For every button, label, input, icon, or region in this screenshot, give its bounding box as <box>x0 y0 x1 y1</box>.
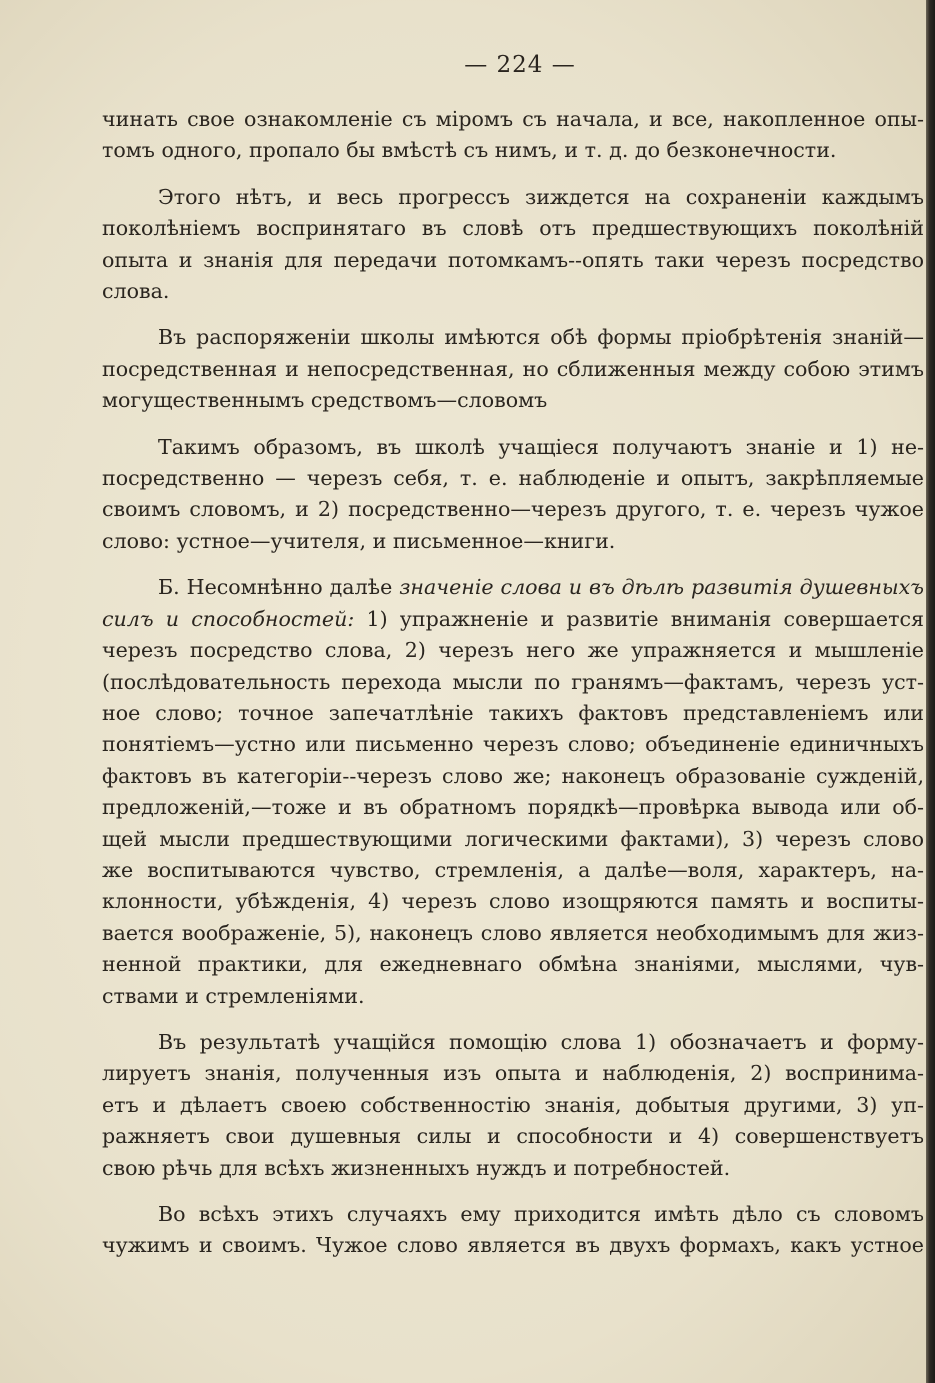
text-line: етъ и дѣлаетъ своею собственностію знанія, добытыя другими, 3) уп- <box>102 1092 924 1117</box>
text-line: предложеній,—тоже и въ обратномъ порядкѣ—провѣрка вывода или об- <box>102 795 924 820</box>
text-line: ствами и стремленіями. <box>102 983 365 1008</box>
text-line: же воспитываются чувство, стремленія, а далѣе—воля, характеръ, на- <box>102 857 924 882</box>
text-line: чинать свое ознакомленіе съ міромъ съ начала, и все, накопленное опы- <box>102 107 924 131</box>
italic-emphasis: силъ и способностей: <box>102 606 355 631</box>
text-span: 1) упражненіе и развитіе вниманія совершается <box>354 606 924 631</box>
body-text <box>102 104 924 1277</box>
text-line: поколѣніемъ воспринятаго въ словѣ отъ предшествующихъ поколѣній <box>102 216 924 241</box>
text-line: Въ распоряженіи школы имѣются обѣ формы пріобрѣтенія знаній— <box>158 325 924 350</box>
paragraph-1 <box>102 104 924 167</box>
text-line: ное слово; точное запечатлѣніе такихъ фактовъ представленіемъ или <box>102 700 924 725</box>
paragraph-6 <box>102 1027 924 1184</box>
paragraph-3 <box>102 322 924 416</box>
text-line: чужимъ и своимъ. Чужое слово является въ двухъ формахъ, какъ устное <box>102 1233 924 1258</box>
text-line <box>102 572 924 603</box>
text-line: посредственная и непосредственная, но сближенныя между собою этимъ <box>102 356 924 381</box>
text-line: ненной практики, для ежедневнаго обмѣна знаніями, мыслями, чув- <box>102 952 924 977</box>
text-line: Въ результатѣ учащійся помощію слова 1) обозначаетъ и форму- <box>158 1029 924 1054</box>
paragraph-5 <box>102 572 924 1012</box>
text-line: своимъ словомъ, и 2) посредственно—черезъ другого, т. е. черезъ чужое <box>102 497 924 522</box>
text-line: ражняетъ свои душевныя силы и способности и 4) совершенствуетъ <box>102 1124 924 1149</box>
text-line: томъ одного, пропало бы вмѣстѣ съ нимъ, и т. д. до безконечности. <box>102 138 837 163</box>
paragraph-4 <box>102 432 924 558</box>
text-line: могущественнымъ средствомъ—словомъ <box>102 388 548 413</box>
text-line: Такимъ образомъ, въ школѣ учащіеся получаютъ знаніе и 1) не- <box>158 434 924 459</box>
text-span: Б. Несомнѣнно далѣе <box>158 575 400 600</box>
text-line: черезъ посредство слова, 2) черезъ него же упражняется и мышленіе <box>102 638 924 663</box>
text-line: щей мысли предшествующими логическими фактами), 3) черезъ слово <box>102 826 924 851</box>
paragraph-7 <box>102 1199 924 1262</box>
italic-emphasis: значеніе слова и въ дѣлѣ развитія душевныхъ <box>399 575 924 600</box>
text-line: Этого нѣтъ, и весь прогрессъ зиждется на сохраненіи каждымъ <box>158 184 924 209</box>
page-edge-shadow <box>926 0 935 1383</box>
text-line: посредственно — черезъ себя, т. е. наблюденіе и опытъ, закрѣпляемые <box>102 466 924 491</box>
text-line: слова. <box>102 279 170 304</box>
text-line: лируетъ знанія, полученныя изъ опыта и наблюденія, 2) воспринима- <box>102 1061 924 1086</box>
text-line: фактовъ въ категоріи--черезъ слово же; наконецъ образованіе сужденій, <box>102 763 924 788</box>
text-line: клонности, убѣжденія, 4) черезъ слово изощряются память и воспиты- <box>102 889 924 914</box>
text-line <box>102 604 924 635</box>
text-line: Во всѣхъ этихъ случаяхъ ему приходится имѣть дѣло съ словомъ <box>158 1202 924 1226</box>
text-line: свою рѣчь для всѣхъ жизненныхъ нуждъ и потребностей. <box>102 1155 731 1180</box>
page-number: — 224 — <box>464 52 576 78</box>
text-line: слово: устное—учителя, и письменное—книги. <box>102 528 616 553</box>
text-line: (послѣдовательность перехода мысли по гранямъ—фактамъ, черезъ уст- <box>102 669 924 694</box>
paragraph-2 <box>102 182 924 308</box>
text-line: опыта и знанія для передачи потомкамъ--опять таки черезъ посредство <box>102 247 924 272</box>
text-line: вается воображеніе, 5), наконецъ слово является необходимымъ для жиз- <box>102 920 924 945</box>
text-line: понятіемъ—устно или письменно черезъ слово; объединеніе единичныхъ <box>102 732 924 757</box>
